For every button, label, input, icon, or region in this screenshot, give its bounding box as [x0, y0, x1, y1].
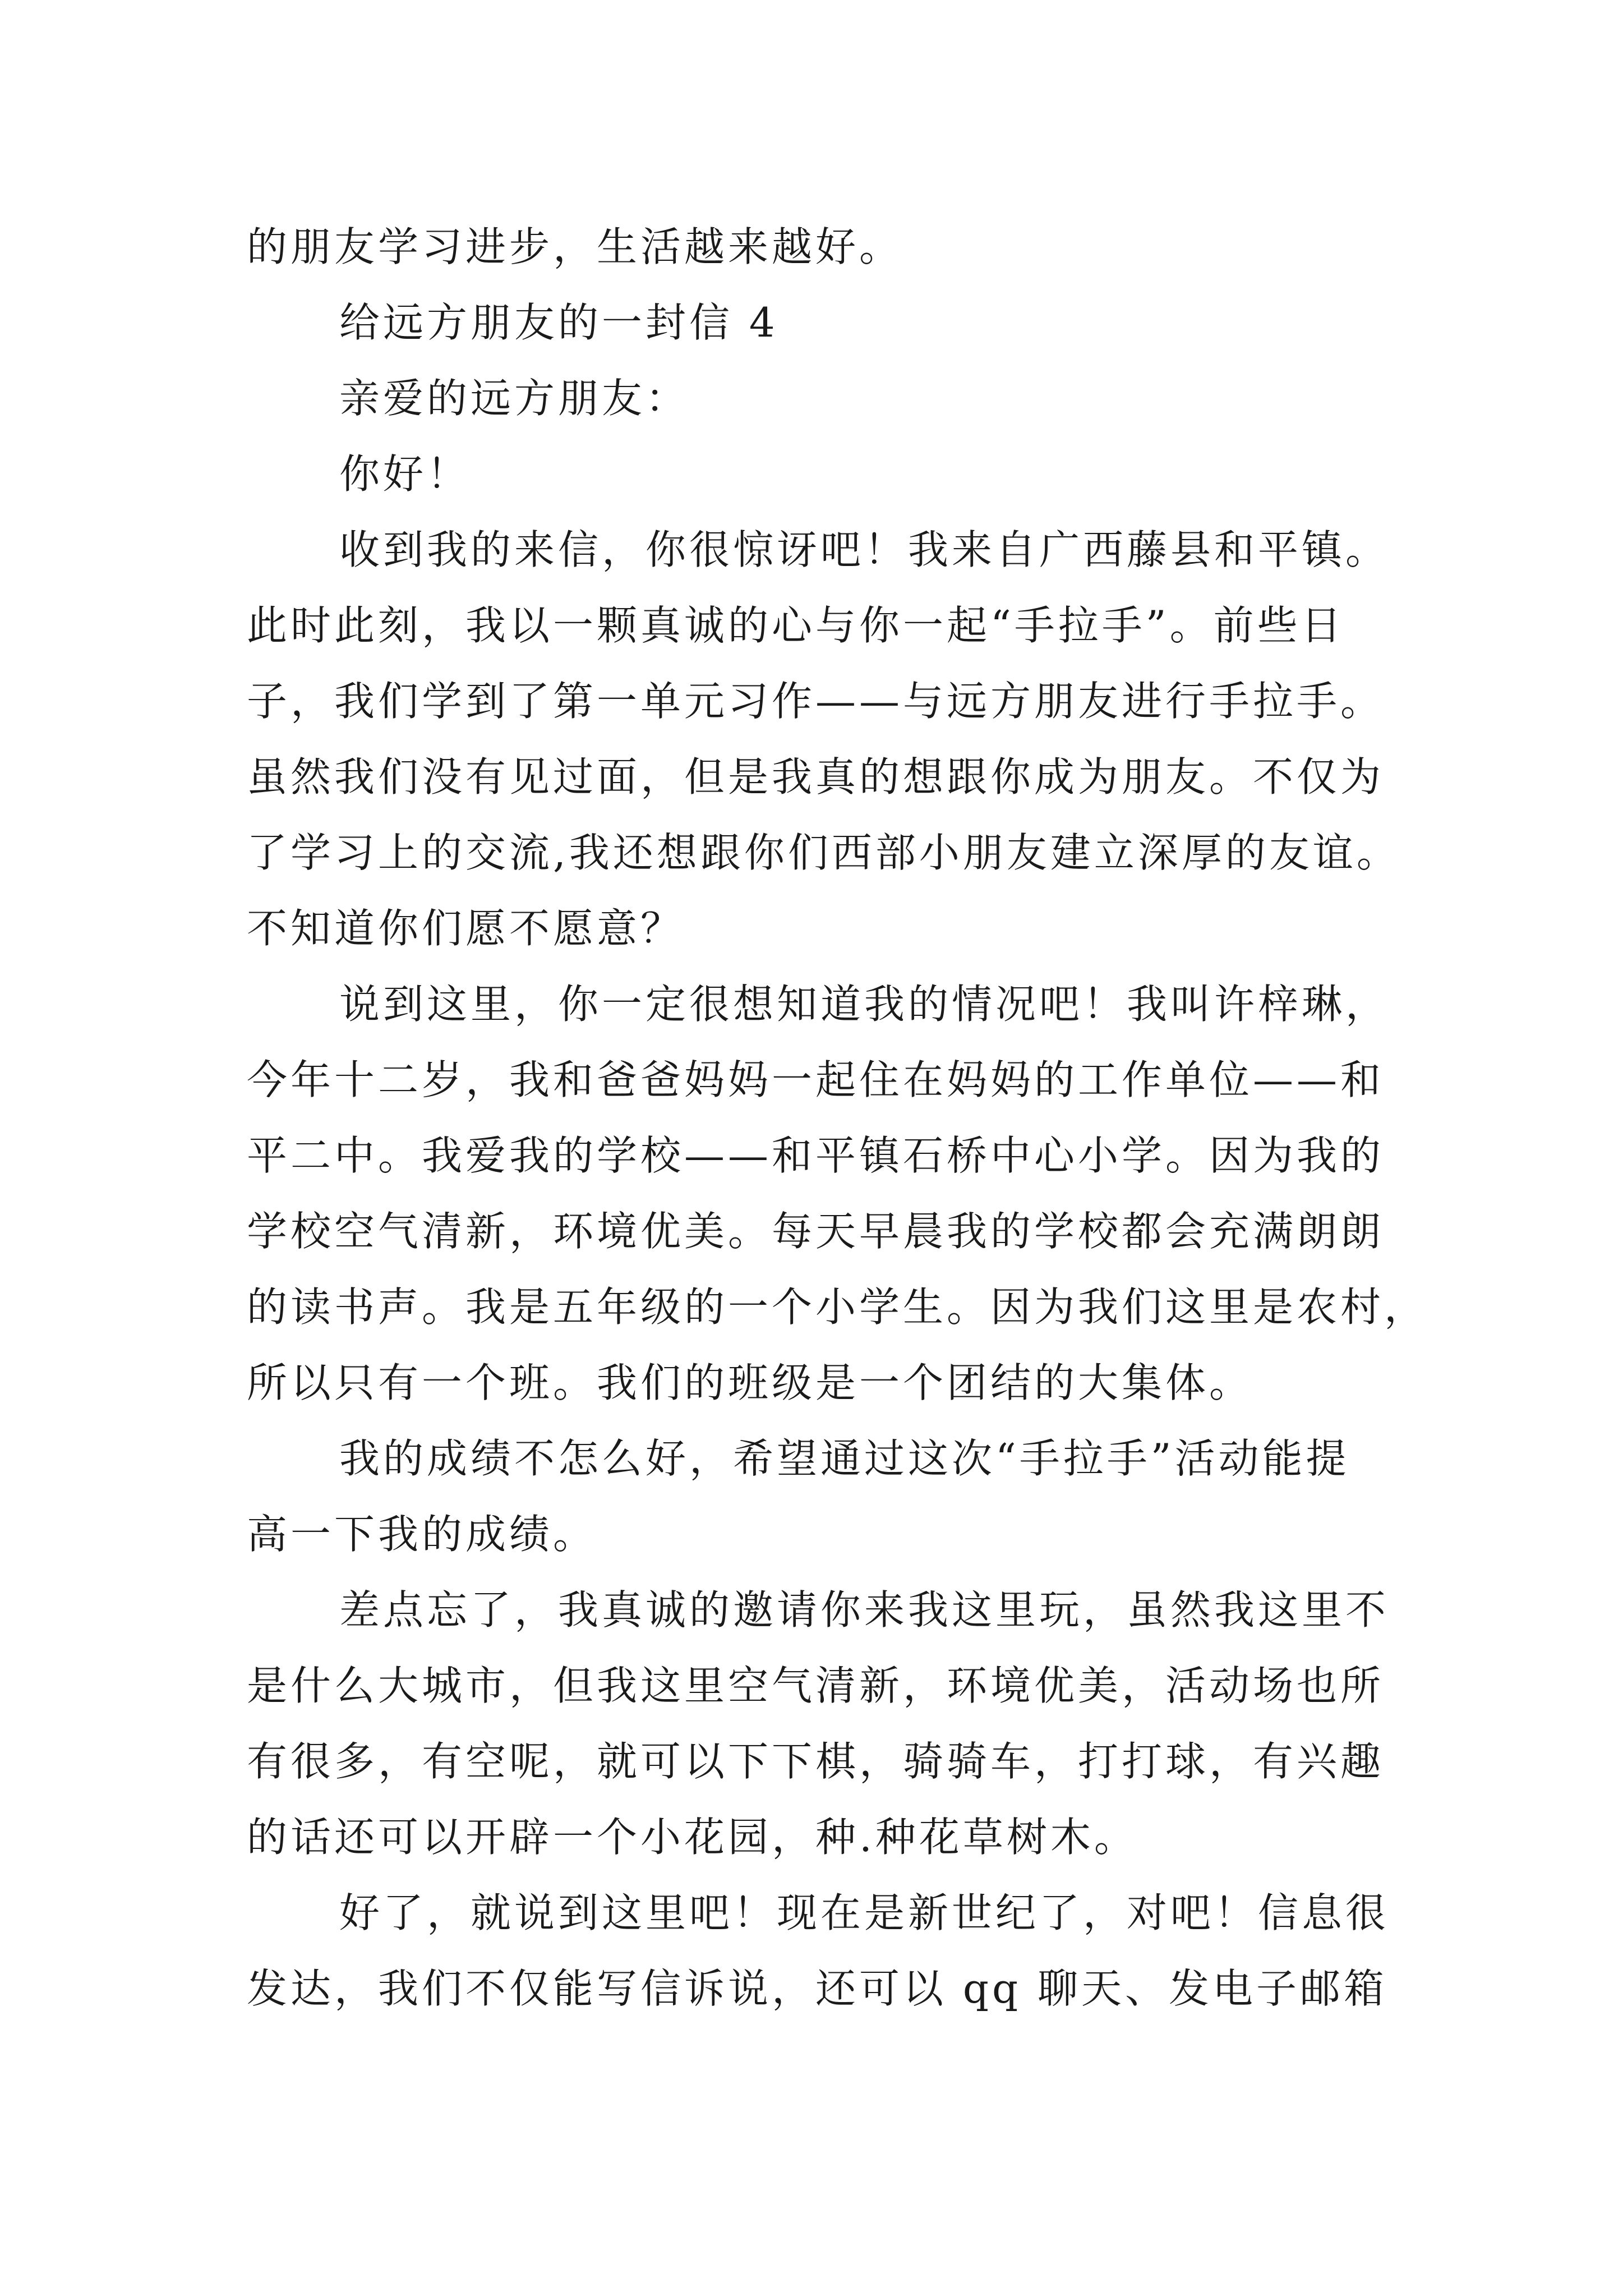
text-line: 好了，就说到这里吧！现在是新世纪了，对吧！信息很 [339, 1889, 1390, 1936]
letter-greeting: 你好！ [339, 450, 471, 498]
text-line: 子，我们学到了第一单元习作——与远方朋友进行手拉手。 [247, 678, 1385, 725]
letter-heading: 给远方朋友的一封信 4 [339, 299, 778, 346]
text-line: 高一下我的成绩。 [247, 1511, 597, 1558]
text-line: 此时此刻，我以一颗真诚的心与你一起“手拉手”。前些日 [247, 602, 1345, 649]
text-line: 了学习上的交流,我还想跟你们西部小朋友建立深厚的友谊。 [247, 829, 1400, 876]
text-line: 不知道你们愿不愿意？ [247, 905, 685, 952]
text-line: 所以只有一个班。我们的班级是一个团结的大集体。 [247, 1359, 1253, 1406]
letter-salutation: 亲爱的远方朋友： [339, 375, 690, 422]
text-line: 平二中。我爱我的学校——和平镇石桥中心小学。因为我的 [247, 1132, 1385, 1179]
text-line: 今年十二岁，我和爸爸妈妈一起住在妈妈的工作单位——和 [247, 1056, 1385, 1103]
text-line: 的朋友学习进步，生活越来越好。 [247, 223, 903, 270]
text-line: 的话还可以开辟一个小花园，种.种花草树木。 [247, 1814, 1138, 1861]
text-line: 我的成绩不怎么好，希望通过这次“手拉手”活动能提 [339, 1435, 1350, 1482]
text-line: 有很多，有空呢，就可以下下棋，骑骑车，打打球，有兴趣 [247, 1738, 1385, 1785]
text-line: 学校空气清新，环境优美。每天早晨我的学校都会充满朗朗 [247, 1208, 1385, 1255]
text-line: 是什么大城市，但我这里空气清新，环境优美，活动场也所 [247, 1662, 1385, 1709]
text-line: 差点忘了，我真诚的邀请你来我这里玩，虽然我这里不 [339, 1586, 1390, 1634]
text-line: 收到我的来信，你很惊讶吧！我来自广西藤县和平镇。 [339, 526, 1390, 573]
text-line: 说到这里，你一定很想知道我的情况吧！我叫许梓琳， [339, 981, 1390, 1028]
text-line: 虽然我们没有见过面，但是我真的想跟你成为朋友。不仅为 [247, 753, 1385, 800]
text-line: 发达，我们不仅能写信诉说，还可以 qq 聊天、发电子邮箱 [247, 1965, 1387, 2012]
text-line: 的读书声。我是五年级的一个小学生。因为我们这里是农村， [247, 1283, 1428, 1331]
